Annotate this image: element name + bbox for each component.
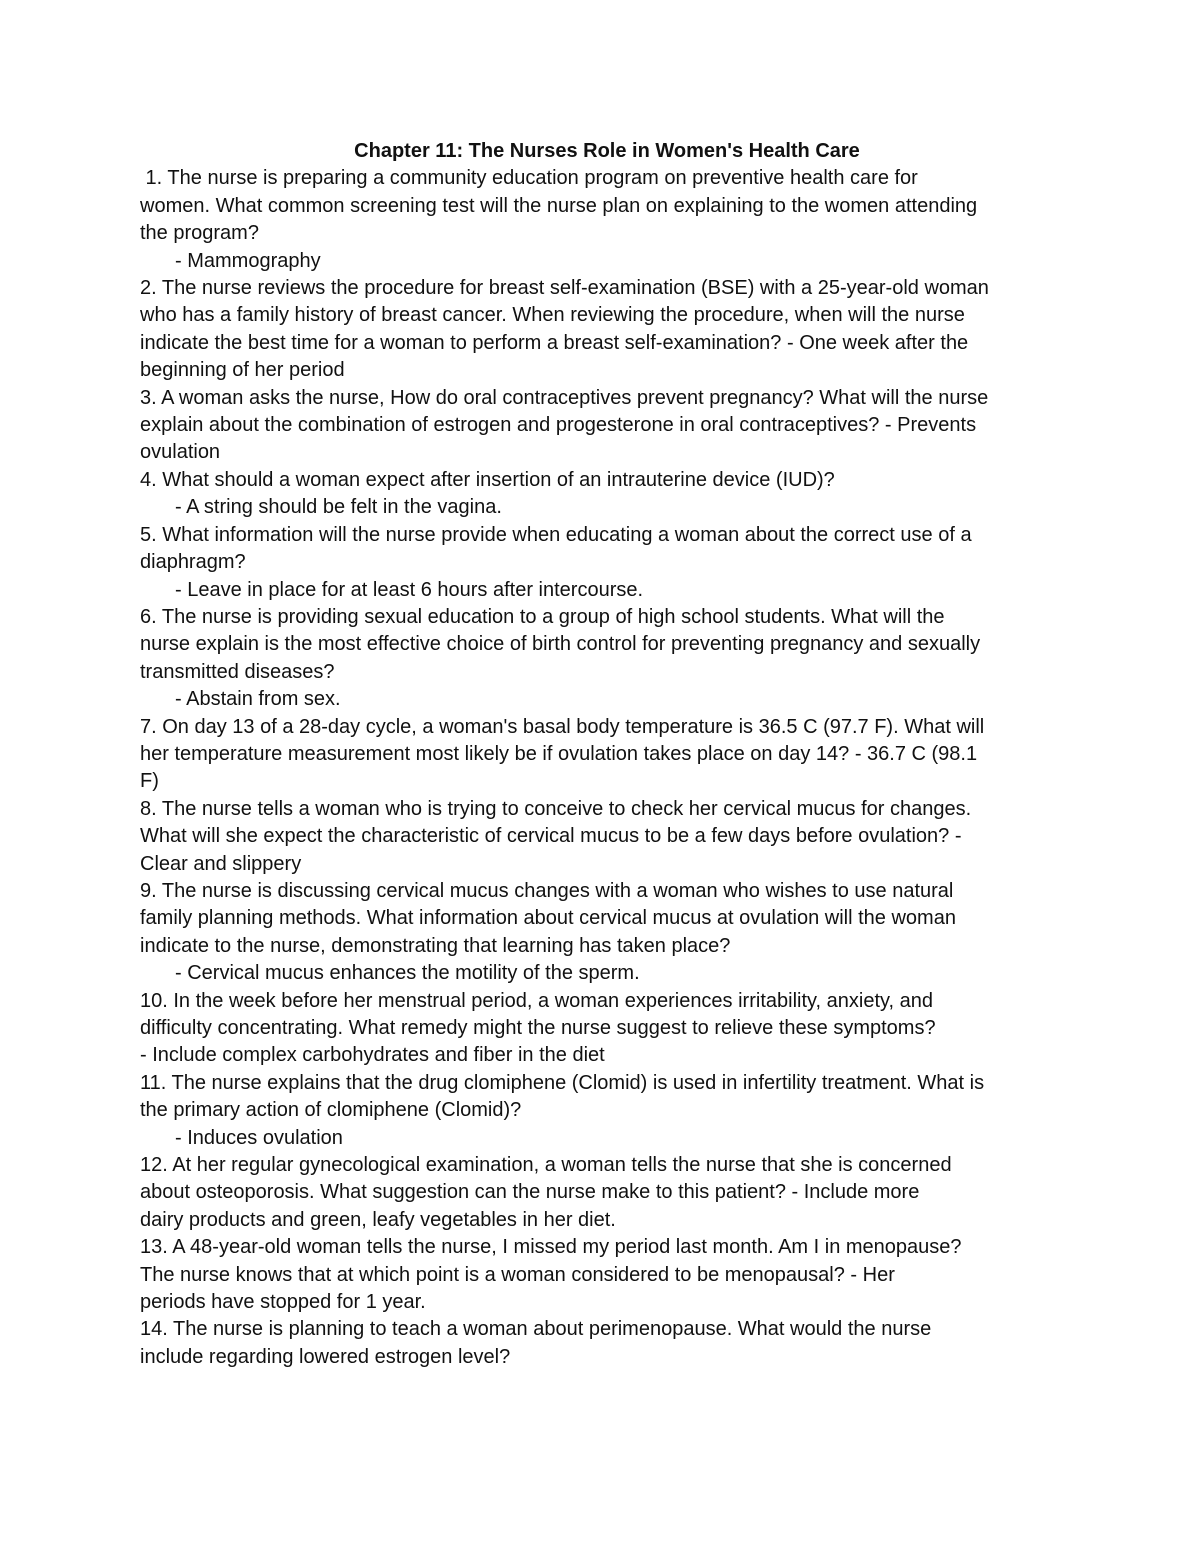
question-line: The nurse knows that at which point is a woman considered to be menopausal? - Her (140, 1263, 895, 1286)
question-line: 7. On day 13 of a 28-day cycle, a woman's basal body temperature is 36.5 C (97.7 F). What will (140, 715, 985, 738)
question-line: 3. A woman asks the nurse, How do oral contraceptives prevent pregnancy? What will the nurse (140, 386, 989, 409)
question-line: family planning methods. What information about cervical mucus at ovulation will the woman (140, 907, 956, 930)
question-line: 6. The nurse is providing sexual education to a group of high school students. What will the (140, 605, 945, 628)
answer-line: - Cervical mucus enhances the motility of the sperm. (175, 962, 640, 985)
question-line: 1. The nurse is preparing a community education program on preventive health care for (140, 167, 918, 190)
question-line: include regarding lowered estrogen level? (140, 1345, 511, 1368)
document-body (140, 165, 1070, 1371)
question-line: 9. The nurse is discussing cervical mucus changes with a woman who wishes to use natural (140, 879, 954, 902)
question-line: dairy products and green, leafy vegetables in her diet. (140, 1208, 616, 1231)
document-title: Chapter 11: The Nurses Role in Women's Health Care (354, 140, 860, 162)
question-line: 14. The nurse is planning to teach a woman about perimenopause. What would the nurse (140, 1318, 932, 1341)
question-line: 4. What should a woman expect after insertion of an intrauterine device (IUD)? (140, 468, 835, 491)
question-line: beginning of her period (140, 359, 345, 382)
answer-line: - A string should be felt in the vagina. (175, 496, 502, 519)
question-line: 13. A 48-year-old woman tells the nurse, I missed my period last month. Am I in menopause? (140, 1236, 962, 1259)
question-line: 8. The nurse tells a woman who is trying to conceive to check her cervical mucus for changes. (140, 797, 972, 820)
question-line: Clear and slippery (140, 852, 302, 875)
document-page (140, 138, 1070, 1371)
answer-line: - Abstain from sex. (175, 688, 341, 711)
answer-line: - Induces ovulation (175, 1126, 343, 1149)
question-line: women. What common screening test will the nurse plan on explaining to the women attending (140, 194, 978, 217)
question-line: 5. What information will the nurse provide when educating a woman about the correct use of a (140, 523, 972, 546)
question-line: ovulation (140, 441, 221, 464)
question-line: about osteoporosis. What suggestion can the nurse make to this patient? - Include more (140, 1181, 920, 1204)
answer-line: - Mammography (175, 249, 321, 272)
question-line: periods have stopped for 1 year. (140, 1291, 426, 1314)
question-line: indicate the best time for a woman to perform a breast self-examination? - One week after the (140, 331, 969, 354)
question-line: transmitted diseases? (140, 660, 335, 683)
answer-line: - Leave in place for at least 6 hours after intercourse. (175, 578, 644, 601)
question-line: explain about the combination of estrogen and progesterone in oral contraceptives? - Prevents (140, 414, 977, 437)
question-line: who has a family history of breast cancer. When reviewing the procedure, when will the nurse (140, 304, 965, 327)
question-line: - Include complex carbohydrates and fiber in the diet (140, 1044, 605, 1067)
question-line: 10. In the week before her menstrual period, a woman experiences irritability, anxiety, and (140, 989, 934, 1012)
question-line: the program? (140, 222, 259, 245)
question-line: 11. The nurse explains that the drug clomiphene (Clomid) is used in infertility treatment. What is (140, 1071, 985, 1094)
question-line: her temperature measurement most likely be if ovulation takes place on day 14? - 36.7 C (98.1 (140, 742, 978, 765)
question-line: What will she expect the characteristic of cervical mucus to be a few days before ovulation? - (140, 825, 962, 848)
question-line: 12. At her regular gynecological examination, a woman tells the nurse that she is concerned (140, 1154, 952, 1177)
question-line: the primary action of clomiphene (Clomid)? (140, 1099, 522, 1122)
question-line: nurse explain is the most effective choice of birth control for preventing pregnancy and sexually (140, 633, 981, 656)
question-line: 2. The nurse reviews the procedure for breast self-examination (BSE) with a 25-year-old woman (140, 277, 989, 300)
question-line: indicate to the nurse, demonstrating that learning has taken place? (140, 934, 731, 957)
question-line: F) (140, 770, 159, 793)
question-line: diaphragm? (140, 551, 246, 574)
question-line: difficulty concentrating. What remedy might the nurse suggest to relieve these symptoms? (140, 1017, 936, 1039)
